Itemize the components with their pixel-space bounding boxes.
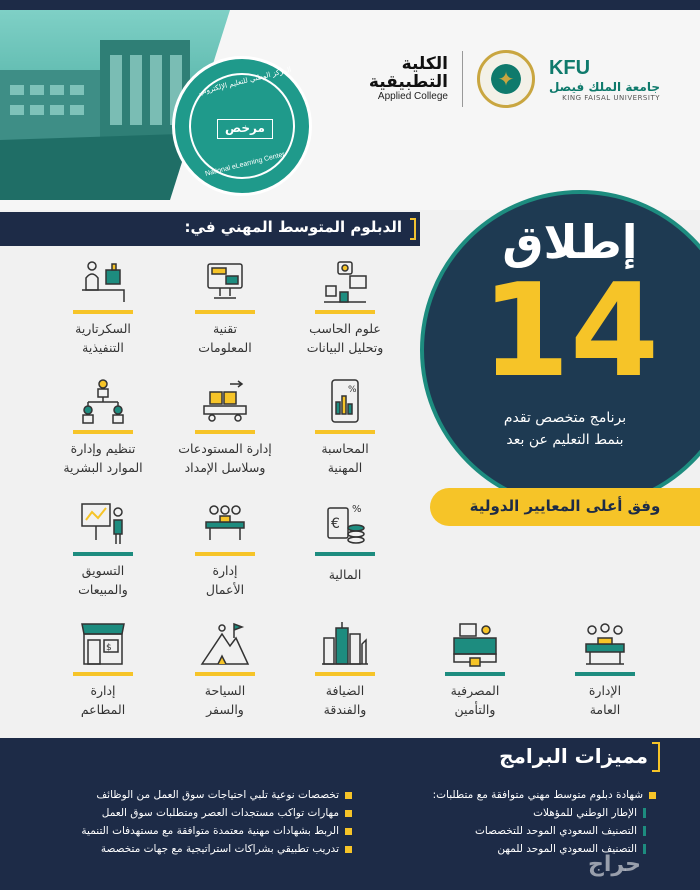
feature-sub-row <box>356 804 656 822</box>
features-title: مميزات البرامج <box>499 744 648 768</box>
program-label-2: والتأمين <box>454 701 496 717</box>
program-count: 14 <box>480 257 660 406</box>
meeting-table-icon <box>200 500 250 548</box>
program-label-2: التنفيذية <box>82 339 124 355</box>
program-label-1: تقنية <box>212 321 238 336</box>
program-item <box>170 258 280 358</box>
kfu-emblem-icon: ✦ <box>477 50 535 108</box>
svg-text:%: % <box>348 385 357 395</box>
program-item <box>48 378 158 478</box>
program-item <box>290 620 400 720</box>
program-bar <box>195 552 255 556</box>
program-bar <box>315 310 375 314</box>
program-label-2: والمبيعات <box>78 581 128 597</box>
office-desk-icon <box>78 258 128 306</box>
program-bar <box>73 310 133 314</box>
feature-row <box>12 822 352 840</box>
features-right-column <box>356 786 656 858</box>
program-item <box>48 500 158 600</box>
program-label-1: المالية <box>328 567 362 582</box>
logos <box>369 50 660 108</box>
mountain-flag-icon <box>200 620 250 668</box>
feature-item: تخصصات نوعية تلبي احتياجات سوق العمل من الوظائف <box>96 789 339 801</box>
program-item <box>170 620 280 720</box>
bullet-tick-icon <box>643 826 646 836</box>
logo-divider <box>462 51 463 107</box>
badge-english-center: National eLearning Center <box>204 151 286 178</box>
program-bar <box>73 672 133 676</box>
feature-sub-item: الإطار الوطني للمؤهلات <box>533 807 637 819</box>
bullet-tick-icon <box>643 808 646 818</box>
bullet-square-icon <box>345 810 352 817</box>
program-bar <box>445 672 505 676</box>
feature-item: تدريب تطبيقي بشراكات استراتيجية مع جهات متخصصة <box>100 843 339 855</box>
feature-sub-item: التصنيف السعودي الموحد للتخصصات <box>474 825 637 837</box>
program-item <box>290 500 400 585</box>
feature-item: الربط بشهادات مهنية معتمدة متوافقة مع مستهدفات التنمية <box>81 825 339 837</box>
svg-text:€: € <box>331 516 340 532</box>
feature-item: مهارات تواكب مستجدات العصر ومتطلبات سوق العمل <box>101 807 339 819</box>
program-item <box>48 258 158 358</box>
feature-intro: شهادة دبلوم متوسط مهني متوافقة مع متطلبات: <box>432 789 643 801</box>
program-label-2: وتحليل البيانات <box>306 339 384 355</box>
kfu-abbr: KFU <box>548 56 591 79</box>
kfu-english-name: KING FAISAL UNIVERSITY <box>562 93 660 102</box>
program-bar <box>315 672 375 676</box>
program-item <box>290 258 400 358</box>
svg-text:%: % <box>352 504 362 515</box>
program-label-1: الضيافة <box>325 683 365 698</box>
restaurant-store-icon <box>78 620 128 668</box>
feature-row <box>12 786 352 804</box>
it-monitor-icon <box>200 258 250 306</box>
program-item <box>170 500 280 600</box>
program-item <box>170 378 280 478</box>
svg-text:$: $ <box>106 643 112 653</box>
kfu-logo <box>549 57 660 102</box>
program-label-1: المصرفية <box>450 683 500 698</box>
program-bar <box>73 430 133 434</box>
college-arabic-1: الكلية <box>401 53 448 74</box>
badge-license-word: مرخص <box>217 119 273 139</box>
program-bar <box>315 430 375 434</box>
program-item <box>290 378 400 478</box>
programs-heading-band <box>0 212 420 246</box>
computer-data-icon <box>320 258 370 306</box>
program-bar <box>73 552 133 556</box>
program-label-2: المعلومات <box>198 339 252 355</box>
program-label-1: السياحة <box>204 683 246 698</box>
program-bar <box>315 552 375 556</box>
program-label-1: السكرتارية <box>75 321 131 336</box>
launch-line-2: بنمط التعليم عن بعد <box>506 432 624 448</box>
program-label-1: إدارة المستودعات <box>178 441 272 456</box>
bullet-square-icon <box>345 846 352 853</box>
program-label-1: المحاسبة <box>321 441 369 456</box>
program-label-2: والسفر <box>206 701 244 717</box>
program-label-2: والفندقة <box>323 701 367 717</box>
program-bar <box>195 310 255 314</box>
feature-intro-row <box>356 786 656 804</box>
features-left-column <box>12 786 352 858</box>
program-label-2: الأعمال <box>205 581 245 597</box>
launch-title: إطلاق <box>502 215 638 269</box>
feature-row <box>12 804 352 822</box>
program-label-1: إدارة <box>212 563 238 578</box>
program-label-2: المطاعم <box>80 701 126 717</box>
public-admin-icon <box>580 620 630 668</box>
accounting-tablet-icon <box>320 378 370 426</box>
college-arabic-2: التطبيقية <box>368 71 448 92</box>
bullet-tick-icon <box>643 844 646 854</box>
kfu-arabic-name: جامعة الملك فيصل <box>548 79 660 94</box>
program-label-1: الإدارة <box>588 683 622 698</box>
launch-line-1: برنامج متخصص تقدم <box>503 410 627 426</box>
heading-accent <box>410 218 416 240</box>
program-label-2: العامة <box>589 701 621 717</box>
top-strip <box>0 0 700 10</box>
presentation-board-icon <box>78 500 128 548</box>
cash-register-icon <box>450 620 500 668</box>
haraj-watermark: حراج <box>588 852 641 877</box>
feature-sub-item: التصنيف السعودي الموحد للمهن <box>497 843 637 855</box>
feature-sub-row <box>356 822 656 840</box>
program-item <box>420 620 530 720</box>
features-accent <box>652 742 660 772</box>
programs-heading: الدبلوم المتوسط المهني في: <box>184 218 402 236</box>
program-bar <box>195 672 255 676</box>
bullet-square-icon <box>345 792 352 799</box>
feature-row <box>12 840 352 858</box>
bullet-square-icon <box>649 792 656 799</box>
program-item <box>48 620 158 720</box>
program-bar <box>195 430 255 434</box>
program-bar <box>575 672 635 676</box>
license-badge <box>172 56 312 196</box>
program-label-1: إدارة <box>90 683 116 698</box>
program-label-1: التسويق <box>81 563 125 578</box>
finance-coins-icon <box>320 500 370 548</box>
standards-banner: وفق أعلى المعايير الدولية <box>430 488 700 526</box>
hotel-buildings-icon <box>320 620 370 668</box>
program-label-2: وسلاسل الإمداد <box>184 459 266 475</box>
program-label-2: الموارد البشرية <box>63 459 143 475</box>
college-english: Applied College <box>377 91 448 103</box>
bullet-square-icon <box>345 828 352 835</box>
applied-college-logo <box>368 53 448 103</box>
badge-arabic-center: المركز الوطني للتعليم الإلكتروني <box>197 65 293 97</box>
program-item <box>550 620 660 720</box>
program-label-2: المهنية <box>327 459 363 475</box>
org-chart-icon <box>78 378 128 426</box>
program-label-1: تنظيم وإدارة <box>70 441 136 456</box>
program-label-1: علوم الحاسب <box>309 321 381 336</box>
delivery-truck-icon <box>200 378 250 426</box>
